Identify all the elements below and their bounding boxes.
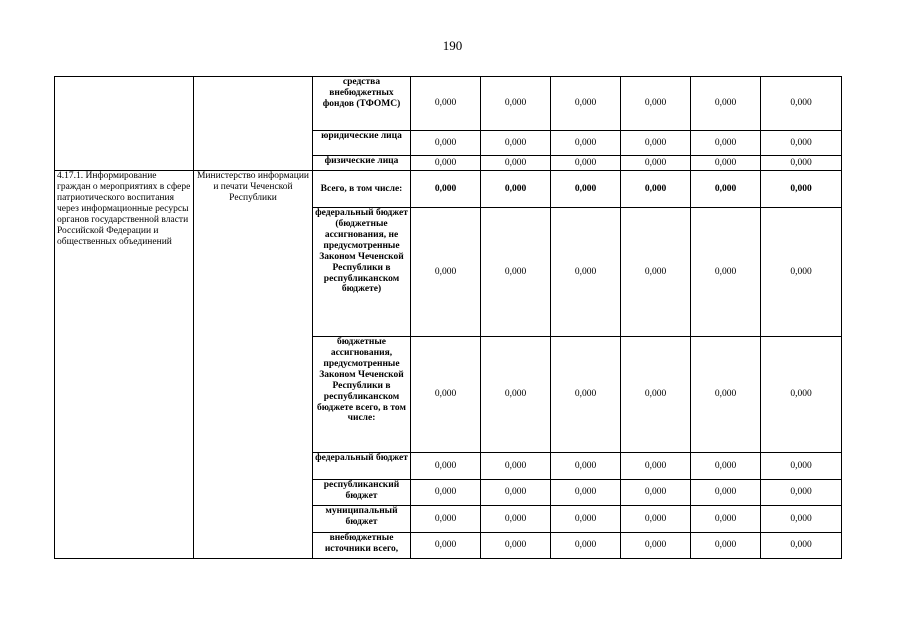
- value-cell: 0,000: [411, 208, 481, 337]
- value-cell: 0,000: [551, 131, 621, 156]
- value-cell: 0,000: [621, 533, 691, 559]
- value-cell: 0,000: [761, 533, 842, 559]
- value-cell: 0,000: [481, 506, 551, 533]
- funding-source-cell: муниципальный бюджет: [313, 506, 411, 533]
- value-cell: 0,000: [551, 171, 621, 208]
- empty-name-cell: [55, 77, 194, 171]
- page-number: 190: [442, 38, 463, 53]
- value-cell: 0,000: [761, 480, 842, 506]
- value-cell: 0,000: [691, 208, 761, 337]
- value-cell: 0,000: [621, 131, 691, 156]
- value-cell: 0,000: [691, 337, 761, 453]
- value-cell: 0,000: [481, 337, 551, 453]
- funding-source-cell: федеральный бюджет (бюджетные ассигнования, не предусмотренные Законом Чеченской Республики в республиканском бюджете): [313, 208, 411, 337]
- value-cell: 0,000: [551, 77, 621, 131]
- value-cell: 0,000: [691, 453, 761, 480]
- value-cell: 0,000: [691, 77, 761, 131]
- value-cell: 0,000: [551, 337, 621, 453]
- value-cell: 0,000: [621, 77, 691, 131]
- value-cell: 0,000: [621, 171, 691, 208]
- value-cell: 0,000: [481, 156, 551, 171]
- value-cell: 0,000: [481, 208, 551, 337]
- value-cell: 0,000: [411, 171, 481, 208]
- value-cell: 0,000: [551, 480, 621, 506]
- funding-source-cell: физические лица: [313, 156, 411, 171]
- value-cell: 0,000: [481, 533, 551, 559]
- funding-source-cell: Всего, в том числе:: [313, 171, 411, 208]
- value-cell: 0,000: [481, 480, 551, 506]
- value-cell: 0,000: [551, 208, 621, 337]
- value-cell: 0,000: [761, 506, 842, 533]
- value-cell: 0,000: [691, 131, 761, 156]
- value-cell: 0,000: [761, 171, 842, 208]
- value-cell: 0,000: [761, 453, 842, 480]
- value-cell: 0,000: [481, 77, 551, 131]
- funding-source-cell: бюджетные ассигнования, предусмотренные Законом Чеченской Республики в республиканском бюджете всего, в том числе:: [313, 337, 411, 453]
- value-cell: 0,000: [411, 131, 481, 156]
- value-cell: 0,000: [411, 77, 481, 131]
- value-cell: 0,000: [411, 453, 481, 480]
- empty-executor-cell: [194, 77, 313, 171]
- value-cell: 0,000: [481, 453, 551, 480]
- value-cell: 0,000: [411, 506, 481, 533]
- table-row: [55, 77, 842, 131]
- value-cell: 0,000: [691, 156, 761, 171]
- value-cell: 0,000: [481, 131, 551, 156]
- funding-source-cell: республиканский бюджет: [313, 480, 411, 506]
- value-cell: 0,000: [691, 480, 761, 506]
- value-cell: 0,000: [481, 171, 551, 208]
- value-cell: 0,000: [411, 337, 481, 453]
- value-cell: 0,000: [621, 156, 691, 171]
- value-cell: 0,000: [691, 533, 761, 559]
- measure-name-cell: 4.17.1. Информирование граждан о мероприятиях в сфере патриотического воспитания через информационные ресурсы органов государственной власти Российской Федерации и общественных объединений: [55, 171, 194, 559]
- value-cell: 0,000: [621, 208, 691, 337]
- value-cell: 0,000: [761, 77, 842, 131]
- value-cell: 0,000: [411, 480, 481, 506]
- value-cell: 0,000: [761, 337, 842, 453]
- value-cell: 0,000: [621, 453, 691, 480]
- funding-source-cell: федеральный бюджет: [313, 453, 411, 480]
- funding-source-cell: юридические лица: [313, 131, 411, 156]
- budget-table: [54, 76, 842, 559]
- value-cell: 0,000: [551, 453, 621, 480]
- value-cell: 0,000: [411, 533, 481, 559]
- funding-source-cell: средства внебюджетных фондов (ТФОМС): [313, 77, 411, 131]
- value-cell: 0,000: [411, 156, 481, 171]
- value-cell: 0,000: [621, 506, 691, 533]
- funding-source-cell: внебюджетные источники всего,: [313, 533, 411, 559]
- value-cell: 0,000: [551, 533, 621, 559]
- value-cell: 0,000: [621, 480, 691, 506]
- value-cell: 0,000: [761, 131, 842, 156]
- value-cell: 0,000: [691, 171, 761, 208]
- value-cell: 0,000: [691, 506, 761, 533]
- value-cell: 0,000: [551, 506, 621, 533]
- value-cell: 0,000: [761, 208, 842, 337]
- value-cell: 0,000: [551, 156, 621, 171]
- executor-cell: Министерство информации и печати Чеченской Республики: [194, 171, 313, 559]
- value-cell: 0,000: [621, 337, 691, 453]
- table-row: [55, 171, 842, 208]
- value-cell: 0,000: [761, 156, 842, 171]
